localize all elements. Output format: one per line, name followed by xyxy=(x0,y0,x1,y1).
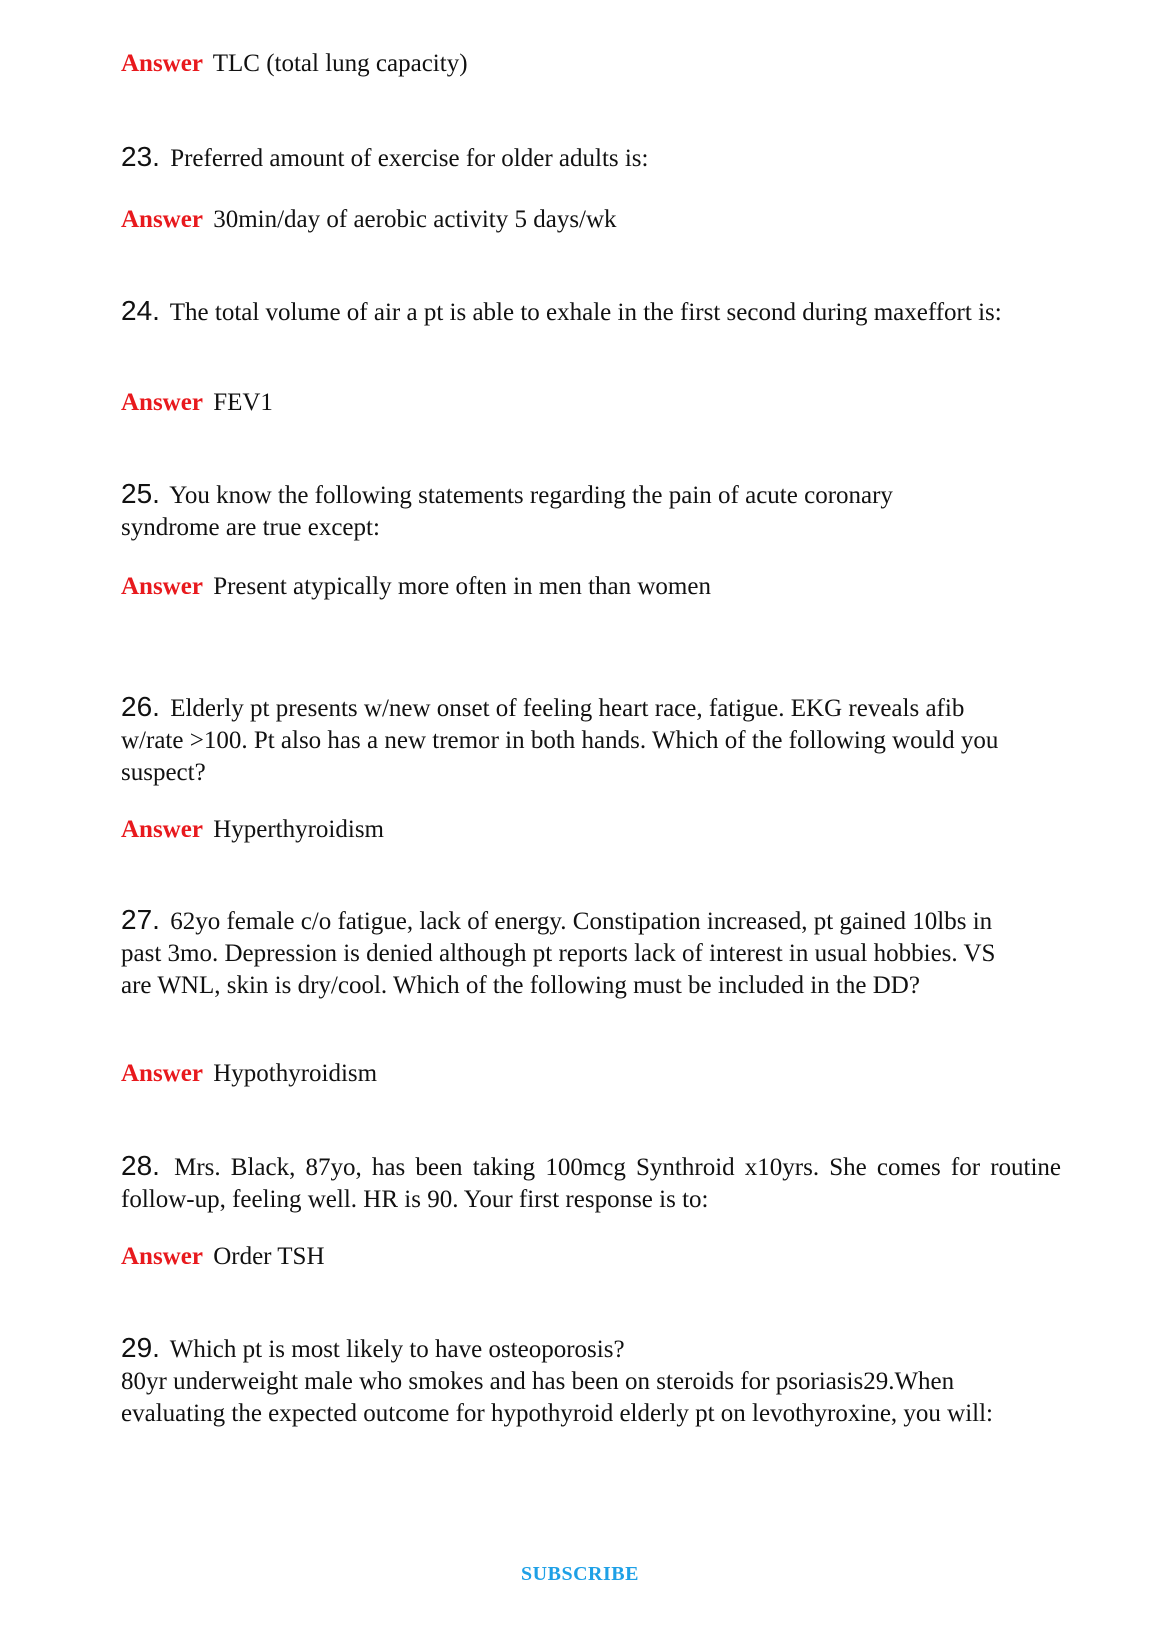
question-number: 24. xyxy=(121,295,160,326)
question-continuation: 80yr underweight male who smokes and has been on steroids for psoriasis29.When evaluating the expected outcome for hypothyroid elderly pt on levothyroxine, you will: xyxy=(121,1368,993,1427)
answer-text: Hypothyroidism xyxy=(213,1060,378,1087)
question-block-25 xyxy=(121,478,941,544)
answer-text: Order TSH xyxy=(213,1243,325,1270)
answer-label: Answer xyxy=(121,389,203,416)
answer-block-25 xyxy=(121,571,1061,603)
question-text: Preferred amount of exercise for older adults is: xyxy=(170,145,649,172)
answer-block-27 xyxy=(121,1058,1061,1090)
question-text: Mrs. Black, 87yo, has been taking 100mcg Synthroid x10yrs. She comes for routine follow-up, feeling well. HR is 90. Your first response is to: xyxy=(121,1154,1062,1213)
answer-block-23 xyxy=(121,204,1061,236)
question-number: 25. xyxy=(121,478,160,509)
answer-text: Present atypically more often in men than women xyxy=(213,573,711,600)
question-block-29 xyxy=(121,1332,1011,1430)
question-number: 23. xyxy=(121,141,160,172)
question-number: 26. xyxy=(121,691,160,722)
question-number: 29. xyxy=(121,1332,160,1363)
question-block-23 xyxy=(121,141,1061,175)
answer-text: TLC (total lung capacity) xyxy=(212,50,468,77)
question-block-28 xyxy=(121,1150,1061,1216)
answer-block-28 xyxy=(121,1241,1061,1273)
question-block-24 xyxy=(121,295,1061,329)
question-text: You know the following statements regarding the pain of acute coronary syndrome are true except: xyxy=(121,482,893,541)
question-text: Elderly pt presents w/new onset of feeling heart race, fatigue. EKG reveals afib w/rate >100. Pt also has a new tremor in both hands. Which of the following would you suspect? xyxy=(121,695,999,786)
question-number: 28. xyxy=(121,1150,160,1181)
question-block-26 xyxy=(121,691,1016,789)
answer-label: Answer xyxy=(121,206,203,233)
answer-block-22 xyxy=(121,48,1061,80)
question-number: 27. xyxy=(121,904,160,935)
answer-block-26 xyxy=(121,814,1061,846)
answer-label: Answer xyxy=(121,573,203,600)
answer-label: Answer xyxy=(121,816,203,843)
answer-label: Answer xyxy=(121,50,203,77)
question-block-27 xyxy=(121,904,1021,1002)
subscribe-link[interactable]: SUBSCRIBE xyxy=(521,1563,639,1585)
answer-text: FEV1 xyxy=(213,389,273,416)
question-text: The total volume of air a pt is able to exhale in the first second during maxeffort is: xyxy=(169,299,1002,326)
answer-text: 30min/day of aerobic activity 5 days/wk xyxy=(213,206,617,233)
answer-text: Hyperthyroidism xyxy=(213,816,385,843)
answer-block-24 xyxy=(121,387,1061,419)
question-text: Which pt is most likely to have osteoporosis? xyxy=(169,1336,625,1363)
answer-label: Answer xyxy=(121,1243,203,1270)
question-text: 62yo female c/o fatigue, lack of energy. Constipation increased, pt gained 10lbs in past 3mo. Depression is denied although pt reports lack of interest in usual hobbies. VS are WNL, skin is dry/cool. Which of the following must be included in the DD? xyxy=(121,908,996,999)
answer-label: Answer xyxy=(121,1060,203,1087)
